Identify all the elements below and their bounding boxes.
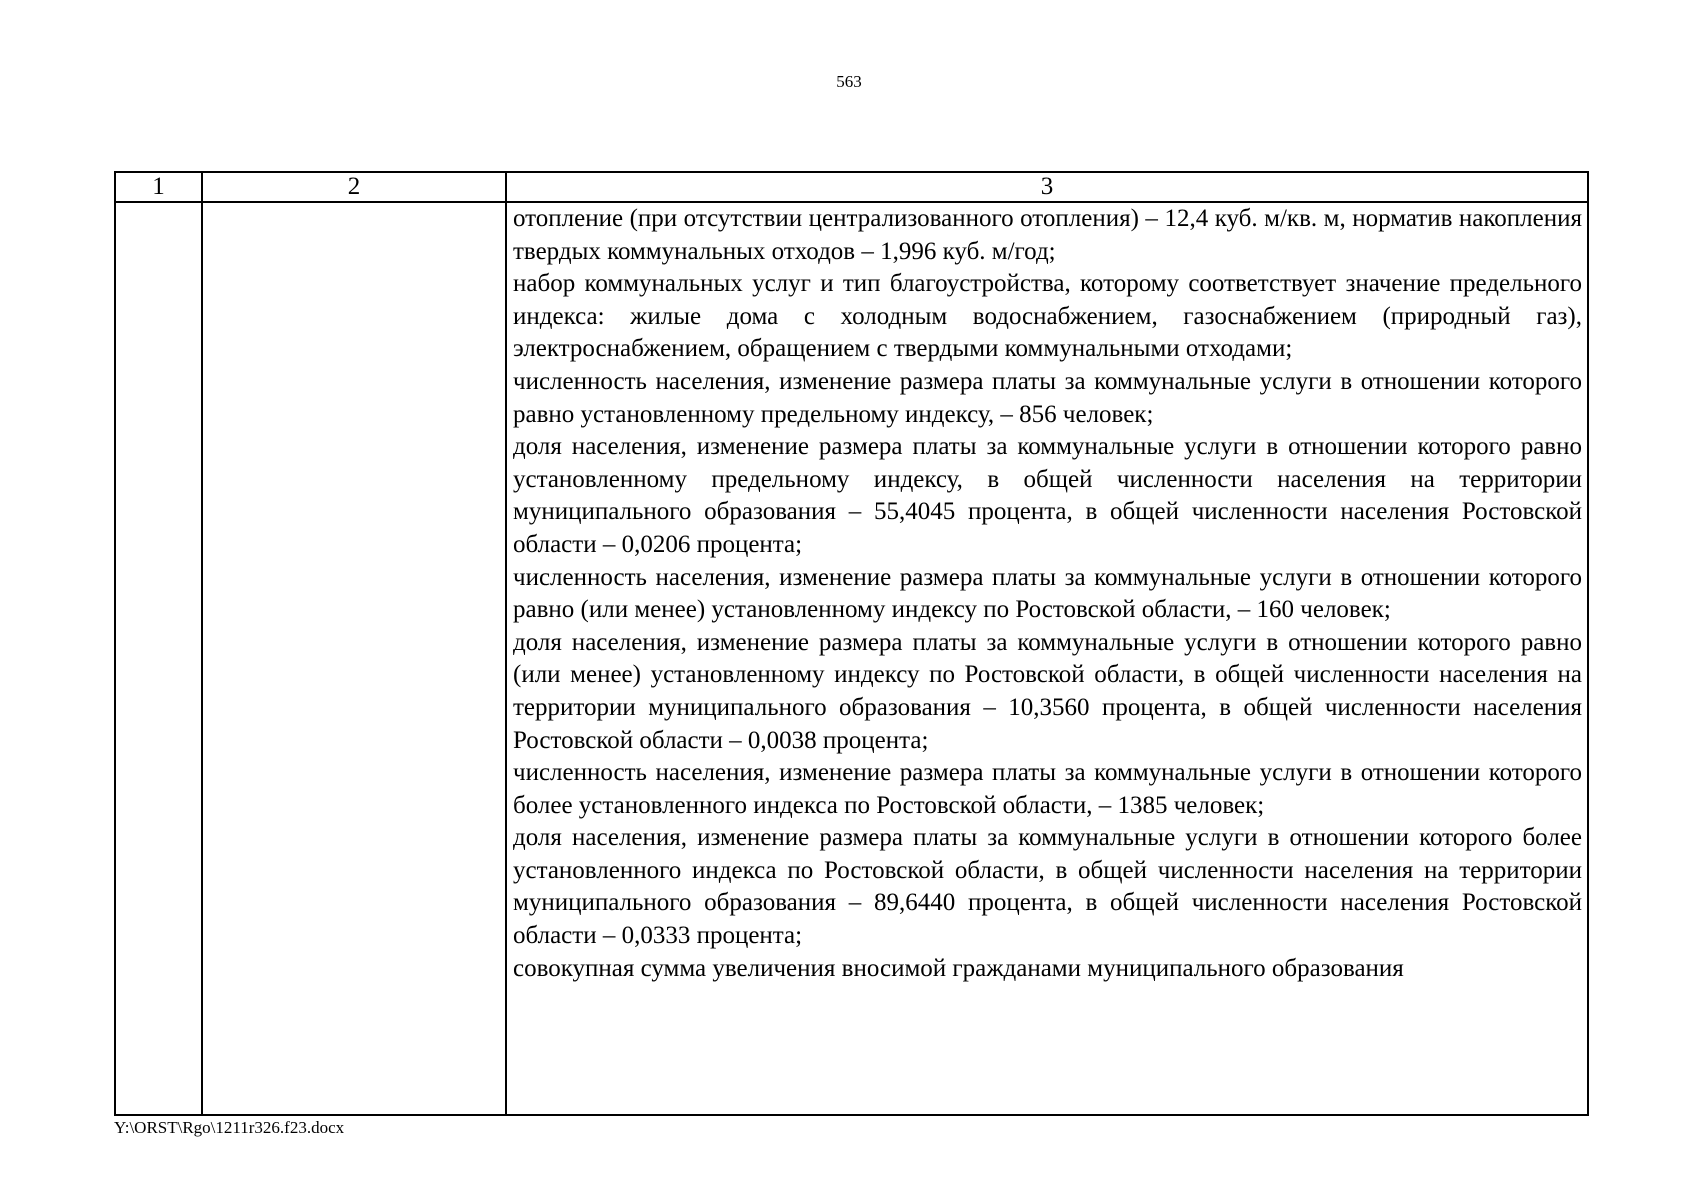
paragraph-total-increase: совокупная сумма увеличения вносимой гражданами муниципального образования: [513, 954, 1404, 982]
column-3-cell: [506, 202, 1588, 1115]
paragraph-population-above-regional: численность населения, изменение размера платы за коммунальные услуги в отношении которого более установленного индекса по Ростовской области, – 1385 человек;: [513, 759, 1582, 819]
paragraph-heating-norm: отопление (при отсутствии централизованного отопления) – 12,4 куб. м/кв. м, норматив накопления твердых коммунальных отходов – 1,996 куб. м/год;: [513, 205, 1582, 265]
paragraph-population-equal-limit: численность населения, изменение размера платы за коммунальные услуги в отношении которого равно установленному предельному индексу, – 856 человек;: [513, 367, 1582, 428]
table-header-row: [115, 172, 1588, 202]
paragraph-population-equal-regional: численность населения, изменение размера платы за коммунальные услуги в отношении которого равно (или менее) установленному индексу по Ростовской области, – 160 человек;: [513, 563, 1582, 624]
page-number: 563: [836, 72, 862, 91]
table-row: [115, 202, 1588, 1115]
footer-file-path: Y:\ORST\Rgo\1211r326.f23.docx: [114, 1118, 345, 1137]
column-header-3: 3: [506, 172, 1588, 202]
column-1-cell: [115, 202, 202, 1115]
document-table: [114, 171, 1589, 1116]
paragraph-share-equal-limit: доля населения, изменение размера платы за коммунальные услуги в отношении которого равно установленному предельному индексу, в общей численности населения на территории муниципального образования – 55,4045 процента, в общей численности населения Ростовской области – 0,0206 процента;: [513, 433, 1582, 558]
paragraph-utility-set: набор коммунальных услуг и тип благоустройства, которому соответствует значение предельного индекса: жилые дома с холодным водоснабжением, газоснабжением (природный газ), электроснабжением, обращением с твердыми коммунальными отходами;: [513, 270, 1582, 363]
column-2-cell: [202, 202, 506, 1115]
column-header-1: 1: [115, 172, 202, 202]
column-header-2: 2: [202, 172, 506, 202]
paragraph-share-equal-regional: доля населения, изменение размера платы за коммунальные услуги в отношении которого равно (или менее) установленному индексу по Ростовской области, в общей численности населения на территории муниципального образования – 10,3560 процента, в общей численности населения Ростовской области – 0,0038 процента;: [513, 628, 1582, 754]
paragraph-share-above-regional: доля населения, изменение размера платы за коммунальные услуги в отношении которого более установленного индекса по Ростовской области, в общей численности населения на территории муниципального образования – 89,6440 процента, в общей численности населения Ростовской области – 0,0333 процента;: [513, 824, 1582, 950]
